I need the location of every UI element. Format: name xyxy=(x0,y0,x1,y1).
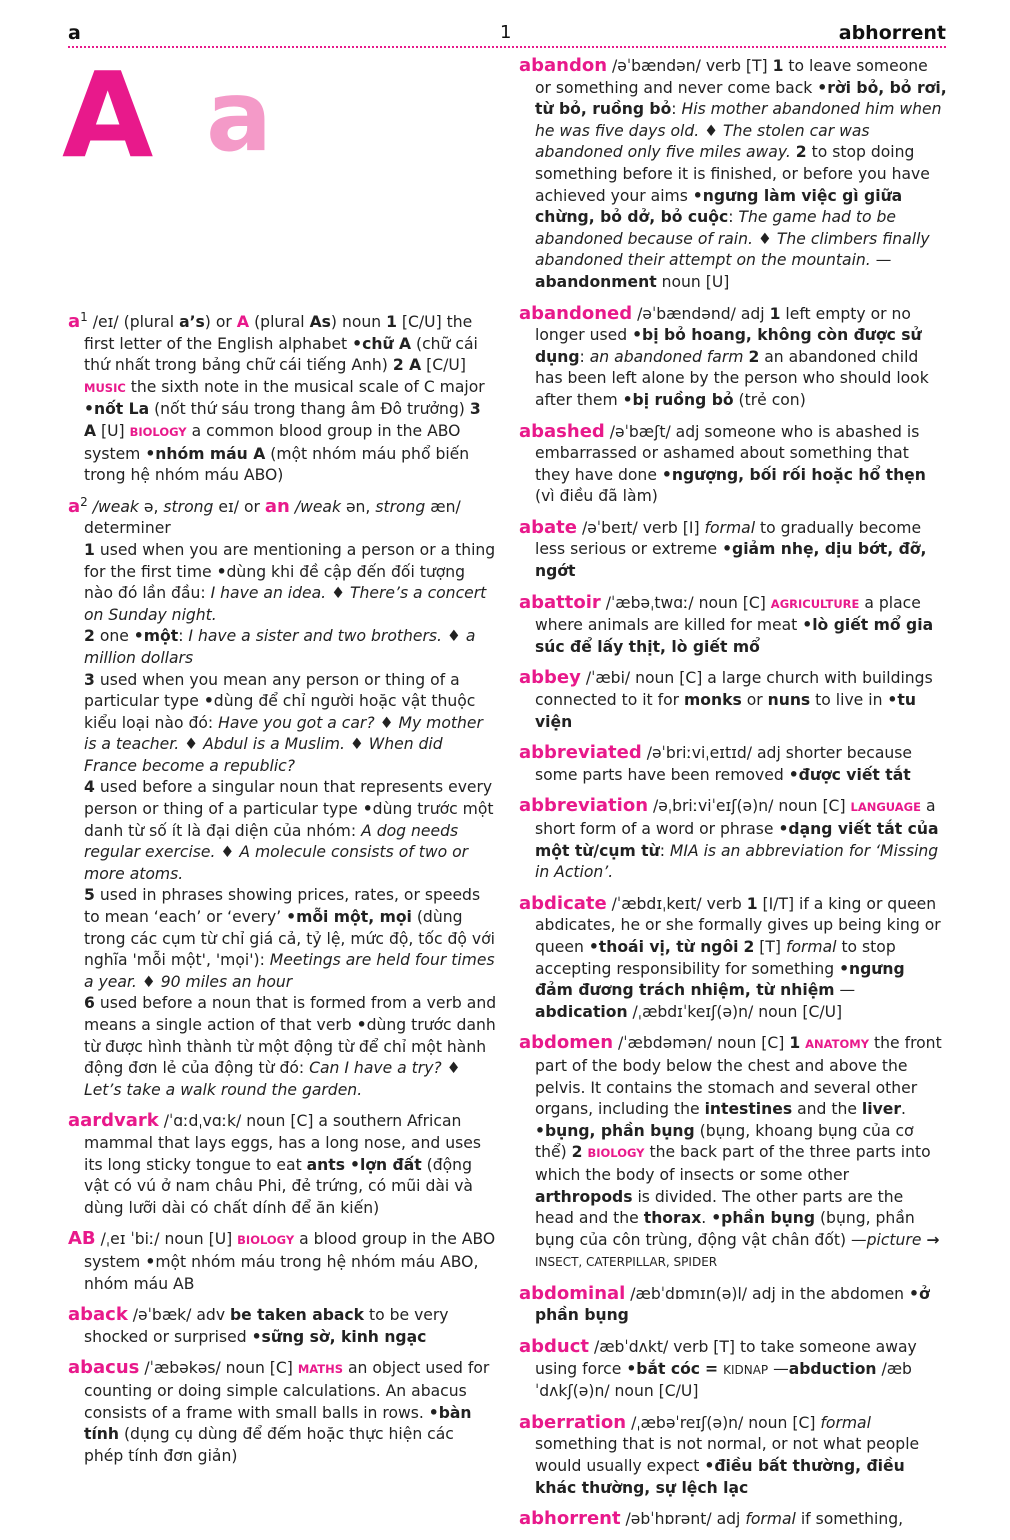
page-number: 1 xyxy=(500,22,512,43)
entry-aberration: aberration /ˌæbəˈreɪʃ(ə)n/ noun [C] formal something that is not normal, or not what people would usually expect •điều bất thường, điều khác thường, sự lệch lạc xyxy=(519,1411,920,1497)
entry-abattoir: abattoir /ˈæbəˌtwɑː/ noun [C] AGRICULTURE a place where animals are killed for meat •lò giết mổ gia súc để lấy thịt, lò giết mổ xyxy=(519,591,934,656)
sense-4: 4 used before a singular noun that represents every person or thing of a particular type •dùng trước một danh từ số ít là đại diện của nhóm: A dog needs regular exercise. ♦ A molecule consists of two or more atoms. xyxy=(84,778,494,883)
entry-aardvark: aardvark /ˈɑːdˌvɑːk/ noun [C] a southern African mammal that lays eggs, has a long nose, and uses its long sticky tongue to eat ants •lợn đất (động vật có vú ở nam châu Phi, đẻ trứng, có mũi dài và dùng lưỡi dài có chất dính để ăn kiến) xyxy=(68,1110,481,1217)
entry-a2 xyxy=(68,496,498,540)
entry-abdicate: abdicate /ˈæbdɪˌkeɪt/ verb 1 [I/T] if a king or queen abdicates, he or she formally gives up being king or queen •thoái vị, từ ngôi 2 [T] formal to stop accepting responsibility for something •ngưng đảm đương trách nhiệm, từ nhiệm —abdication /ˌæbdɪˈkeɪʃ(ə)n/ noun [C/U] xyxy=(519,892,941,1021)
entry-ab: AB /ˌeɪ ˈbiː/ noun [U] BIOLOGY a blood group in the ABO system •một nhóm máu trong hệ nhóm máu ABO, nhóm máu AB xyxy=(68,1228,496,1293)
entry-abbey: abbey /ˈæbi/ noun [C] a large church with buildings connected to it for monks or nuns to live in •tu viện xyxy=(519,667,933,731)
entry-abdominal: abdominal /æbˈdɒmɪn(ə)l/ adj in the abdomen •ở phần bụng xyxy=(519,1282,930,1325)
right-column xyxy=(519,55,947,1540)
entry-a1 xyxy=(68,311,498,487)
entry-abashed: abashed /əˈbæʃt/ adj someone who is abashed is embarrassed or ashamed about something that they have done •ngượng, bối rối hoặc hổ thẹn (vì điều đã làm) xyxy=(519,420,926,506)
sense-1: 1 used when you are mentioning a person or a thing for the first time •dùng khi đề cập đến đối tượng nào đó lần đầu: I have an idea. ♦ There’s a concert on Sunday night. xyxy=(84,540,496,624)
entry-aback: aback /əˈbæk/ adv be taken aback to be very shocked or surprised •sững sờ, kinh ngạc xyxy=(68,1304,449,1346)
left-column xyxy=(68,311,498,1476)
sense-5: 5 used in phrases showing prices, rates, or speeds to mean ‘each’ or ‘every’ •mỗi một, mọi (dùng trong các cụm từ chỉ giá cả, tỷ lệ, mức độ, tốc độ với nghĩa 'mỗi một', 'mọi'): Meetings are held four times a year. ♦ 90 miles an hour xyxy=(84,886,495,991)
entry-abate: abate /əˈbeɪt/ verb [I] formal to gradually become less serious or extreme •giảm nhẹ, dịu bớt, đỡ, ngớt xyxy=(519,516,927,581)
entry-abandoned: abandoned /əˈbændənd/ adj 1 left empty or no longer used •bị bỏ hoang, không còn được sử dụng: an abandoned farm 2 an abandoned child has been left alone by the person who should look after them •bị ruồng bỏ (trẻ con) xyxy=(519,302,929,409)
entry-abandon: abandon /əˈbændən/ verb [T] 1 to leave someone or something and never come back •rời bỏ, bỏ rơi, từ bỏ, ruồng bỏ: His mother abandoned him when he was five days old. ♦ The stolen car was abandoned only five miles away. 2 to stop doing something before it is finished, or before you have achieved your aims •ngưng làm việc gì giữa chừng, bỏ dở, bỏ cuộc: The game had to be abandoned because of rain. ♦ The climbers finally abandoned their attempt on the mountain. —abandonment noun [U] xyxy=(519,55,947,291)
entry-abduct: abduct /æbˈdʌkt/ verb [T] to take someone away using force •bắt cóc = KIDNAP —abduction /æbˈdʌkʃ(ə)n/ noun [C/U] xyxy=(519,1336,917,1401)
entry-abdomen: abdomen /ˈæbdəmən/ noun [C] 1 ANATOMY the front part of the body below the chest and above the pelvis. It contains the stomach and several other organs, including the intestines and the liver. •bụng, phần bụng (bụng, khoang bụng của cơ thể) 2 BIOLOGY the back part of the three parts into which the body of insects or some other arthropods is divided. The other parts are the head and the thorax. •phần bụng (bụng, phần bụng của côn trùng, động vật chân đốt) —picture → INSECT, CATERPILLAR, SPIDER xyxy=(519,1032,942,1270)
entry-abacus: abacus /ˈæbəkəs/ noun [C] MATHS an object used for counting or doing simple calculations. An abacus consists of a frame with small balls in rows. •bàn tính (dụng cụ dùng để đếm hoặc thực hiện các phép tính đơn giản) xyxy=(68,1357,490,1465)
headword-a1: a xyxy=(68,311,81,332)
sense-6: 6 used before a noun that is formed from a verb and means a single action of that verb •dùng trước danh từ được hình thành từ một động từ để chỉ một hành động đơn lẻ của động từ đó: Can I have a try? ♦ Let’s take a walk round the garden. xyxy=(84,994,497,1099)
headword-a2: a xyxy=(68,495,81,517)
big-letter-lower: a xyxy=(206,60,273,174)
header-rule xyxy=(68,46,946,48)
sense-3: 3 used when you mean any person or thing of a particular type •dùng để chỉ người hoặc vật thuộc kiểu loại nào đó: Have you got a car? ♦ My mother is a teacher. ♦ Abdul is a Muslim. ♦ When did France become a republic? xyxy=(84,670,483,775)
entry-a2-head: $^2$ /weak ə, strong eɪ/ or an /weak ən, strong æn/ determiner xyxy=(80,494,461,538)
left-guideword: a xyxy=(68,22,81,44)
entry-abbreviation: abbreviation /əˌbriːviˈeɪʃ(ə)n/ noun [C] LANGUAGE a short form of a word or phrase •dạng viết tắt của một từ/cụm từ: MIA is an abbreviation for ‘Missing in Action’. xyxy=(519,795,939,882)
entry-a2-senses xyxy=(68,540,498,1101)
entry-a1-body: $^1$ /eɪ/ (plural a’s) or A (plural As) noun 1 [C/U] the first letter of the English alphabet •chữ A (chữ cái thứ nhất trong bảng chữ cái tiếng Anh) 2 A [C/U] MUSIC the sixth note in the musical scale of C major •nốt La (nốt thứ sáu trong thang âm Đô trưởng) 3 A [U] BIOLOGY a common blood group in the ABO system •nhóm máu A (một nhóm máu phổ biến trong hệ nhóm máu ABO) xyxy=(80,309,485,485)
entry-abhorrent: abhorrent /əbˈhɒrənt/ adj formal if something, xyxy=(519,1508,904,1530)
right-guideword: abhorrent xyxy=(838,22,946,44)
big-letter-upper: A xyxy=(62,46,154,184)
entry-abbreviated: abbreviated /əˈbriːviˌeɪtɪd/ adj shorter because some parts have been removed •được viết tắt xyxy=(519,742,912,784)
sense-2: 2 one •một: I have a sister and two brothers. ♦ a million dollars xyxy=(84,627,476,667)
